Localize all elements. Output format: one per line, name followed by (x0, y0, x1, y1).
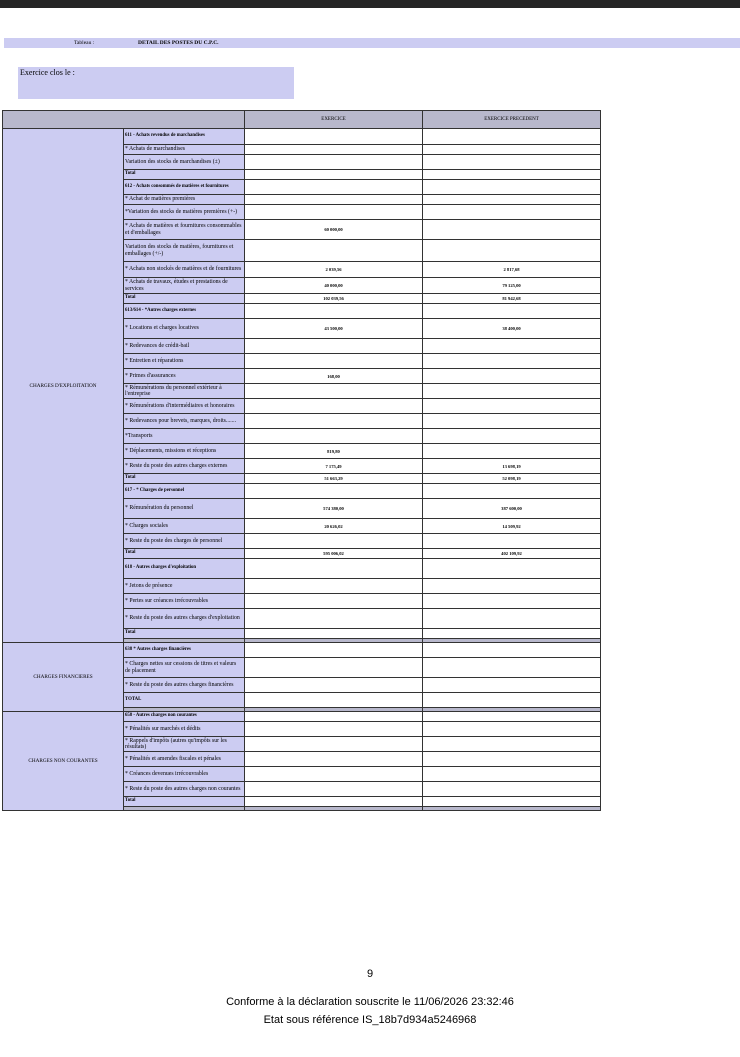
table-title-bar (4, 38, 740, 48)
row-label: 658 - Autres charges non courantes (124, 712, 245, 722)
value-exercice[interactable]: 102 039,56 (245, 294, 423, 304)
col-precedent: EXERCICE PRECEDENT (423, 111, 601, 129)
value-exercice[interactable] (245, 594, 423, 609)
row-label: * Entretien et réparations (124, 354, 245, 369)
value-exercice[interactable] (245, 678, 423, 693)
value-exercice[interactable] (245, 180, 423, 195)
value-precedent[interactable] (423, 155, 601, 170)
row-label: Total (124, 797, 245, 807)
value-exercice[interactable]: 40 000,00 (245, 278, 423, 294)
value-precedent[interactable] (423, 559, 601, 579)
row-label: * Pénalités et amendes fiscales et pénales (124, 752, 245, 767)
row-label: * Pénalités sur marchés et dédits (124, 722, 245, 737)
row-label: Total (124, 294, 245, 304)
value-exercice[interactable] (245, 629, 423, 639)
row-label: * Rappels d'impôts (autres qu'impôts sur les résultats) (124, 737, 245, 752)
value-exercice[interactable]: 51 663,29 (245, 474, 423, 484)
row-label: * Pertes sur créances irrécouvrables (124, 594, 245, 609)
row-label: * Rémunération du personnel (124, 499, 245, 519)
table-title: DETAIL DES POSTES DU C.P.C. (138, 40, 219, 46)
value-exercice[interactable]: 43 500,00 (245, 319, 423, 339)
value-exercice[interactable] (245, 534, 423, 549)
value-exercice[interactable]: 20 626,02 (245, 519, 423, 534)
value-exercice[interactable] (245, 782, 423, 797)
row-label: Variation des stocks de matières, fournitures et emballages (+/-) (124, 240, 245, 262)
header-blank (3, 111, 245, 129)
value-precedent[interactable] (423, 180, 601, 195)
page-number: 9 (366, 968, 374, 980)
value-exercice[interactable] (245, 752, 423, 767)
value-exercice[interactable] (245, 579, 423, 594)
row-label: * Charges nettes sur cessions de titres et valeurs de placement (124, 658, 245, 678)
row-label: * Reste du poste des autres charges financières (124, 678, 245, 693)
value-exercice[interactable] (245, 712, 423, 722)
value-exercice[interactable] (245, 658, 423, 678)
value-precedent[interactable] (423, 678, 601, 693)
value-exercice[interactable] (245, 170, 423, 180)
section-financieres: CHARGES FINANCIERES (3, 643, 124, 712)
value-precedent[interactable]: 38 400,00 (423, 319, 601, 339)
value-exercice[interactable] (245, 693, 423, 708)
value-precedent[interactable] (423, 339, 601, 354)
value-precedent[interactable] (423, 240, 601, 262)
row-label: Total (124, 170, 245, 180)
value-exercice[interactable] (245, 429, 423, 444)
value-precedent[interactable]: 79 125,00 (423, 278, 601, 294)
spacer-cell (423, 807, 601, 811)
row-label: Variation des stocks de marchandises (±) (124, 155, 245, 170)
value-precedent[interactable] (423, 444, 601, 459)
row-label: 611 - Achats revendus de marchandises (124, 129, 245, 145)
row-label: * Redevances pour brevets, marques, droits....... (124, 414, 245, 429)
value-precedent[interactable] (423, 643, 601, 658)
row-label: * Rémunérations du personnel extérieur à l'entreprise (124, 384, 245, 399)
row-label: * Reste du poste des autres charges d'exploitation (124, 609, 245, 629)
value-precedent[interactable] (423, 304, 601, 319)
row-label: *Variation des stocks de matières premières (+-) (124, 205, 245, 220)
value-exercice[interactable] (245, 643, 423, 658)
value-exercice[interactable] (245, 559, 423, 579)
value-precedent[interactable] (423, 594, 601, 609)
row-label: * Achats non stockés de matières et de fournitures (124, 262, 245, 278)
row-label: 612 - Achats consommés de matières et fournitures (124, 180, 245, 195)
value-exercice[interactable] (245, 304, 423, 319)
value-exercice[interactable] (245, 414, 423, 429)
value-exercice[interactable] (245, 205, 423, 220)
value-exercice[interactable] (245, 145, 423, 155)
value-exercice[interactable] (245, 354, 423, 369)
row-label: TOTAL (124, 693, 245, 708)
value-precedent[interactable] (423, 767, 601, 782)
row-label: *Transports (124, 429, 245, 444)
row-label: 613/614 - *Autres charges externes (124, 304, 245, 319)
value-precedent[interactable] (423, 712, 601, 722)
value-precedent[interactable] (423, 414, 601, 429)
value-precedent[interactable] (423, 782, 601, 797)
value-exercice[interactable] (245, 240, 423, 262)
value-precedent[interactable] (423, 534, 601, 549)
section-exploitation: CHARGES D'EXPLOITATION (3, 129, 124, 643)
value-precedent[interactable] (423, 205, 601, 220)
row-label: * Charges sociales (124, 519, 245, 534)
value-precedent[interactable] (423, 145, 601, 155)
row-label: * Déplacements, missions et réceptions (124, 444, 245, 459)
value-precedent[interactable] (423, 170, 601, 180)
value-precedent[interactable] (423, 484, 601, 499)
value-precedent[interactable]: 2 817,68 (423, 262, 601, 278)
value-exercice[interactable]: 60 000,00 (245, 220, 423, 240)
value-precedent[interactable]: 14 509,92 (423, 519, 601, 534)
table-row (3, 129, 601, 145)
value-precedent[interactable]: 402 109,92 (423, 549, 601, 559)
value-exercice[interactable] (245, 484, 423, 499)
row-label: * Primes d'assurances (124, 369, 245, 384)
value-precedent[interactable] (423, 722, 601, 737)
value-precedent[interactable] (423, 693, 601, 708)
value-exercice[interactable] (245, 384, 423, 399)
row-label: * Jetons de présence (124, 579, 245, 594)
section-non_courantes: CHARGES NON COURANTES (3, 712, 124, 811)
value-exercice[interactable]: 595 006,02 (245, 549, 423, 559)
value-exercice[interactable] (245, 399, 423, 414)
value-exercice[interactable]: 2 039,56 (245, 262, 423, 278)
value-precedent[interactable] (423, 579, 601, 594)
col-exercice: EXERCICE (245, 111, 423, 129)
row-label: 638 * Autres charges financières (124, 643, 245, 658)
value-exercice[interactable] (245, 129, 423, 145)
row-label: * Achats de marchandises (124, 145, 245, 155)
value-exercice[interactable] (245, 797, 423, 807)
spacer-cell (245, 807, 423, 811)
value-exercice[interactable] (245, 722, 423, 737)
table-row (3, 643, 601, 658)
row-label: * Rémunérations d'intermédiaires et honoraires (124, 399, 245, 414)
value-precedent[interactable] (423, 399, 601, 414)
value-precedent[interactable]: 81 942,68 (423, 294, 601, 304)
value-exercice[interactable] (245, 767, 423, 782)
row-label: Total (124, 549, 245, 559)
row-label: * Locations et charges locatives (124, 319, 245, 339)
table-label: Tableau : (74, 40, 95, 46)
exercice-box (18, 67, 294, 99)
value-exercice[interactable]: 819,80 (245, 444, 423, 459)
footer-reference: Etat sous référence IS_18b7d934a5246968 (263, 1014, 477, 1026)
value-precedent[interactable]: 13 698,19 (423, 459, 601, 474)
value-precedent[interactable] (423, 629, 601, 639)
row-label: * Achat de matières premières (124, 195, 245, 205)
row-label: 618 - Autres charges d'exploitation (124, 559, 245, 579)
exercice-label: Exercice clos le : (20, 68, 75, 77)
value-exercice[interactable] (245, 195, 423, 205)
value-precedent[interactable] (423, 429, 601, 444)
value-precedent[interactable] (423, 752, 601, 767)
row-label: * Achats de matières et fournitures consommables et d'emballages (124, 220, 245, 240)
value-exercice[interactable]: 168,00 (245, 369, 423, 384)
row-label: * Achats de travaux, études et prestations de services (124, 278, 245, 294)
row-label: Total (124, 629, 245, 639)
value-precedent[interactable] (423, 737, 601, 752)
row-label: 617 - * Charges de personnel (124, 484, 245, 499)
value-exercice[interactable] (245, 609, 423, 629)
value-precedent[interactable]: 52 098,19 (423, 474, 601, 484)
cpc-detail-table (2, 110, 601, 811)
row-label: * Reste du poste des autres charges non courantes (124, 782, 245, 797)
table-row (3, 712, 601, 722)
value-precedent[interactable]: 387 600,00 (423, 499, 601, 519)
row-label: * Reste du poste des autres charges externes (124, 459, 245, 474)
row-label: * Reste du poste des charges de personnel (124, 534, 245, 549)
spacer-cell (124, 807, 245, 811)
value-precedent[interactable] (423, 354, 601, 369)
value-exercice[interactable] (245, 339, 423, 354)
value-precedent[interactable] (423, 658, 601, 678)
value-precedent[interactable] (423, 369, 601, 384)
row-label: * Redevances de crédit-bail (124, 339, 245, 354)
value-precedent[interactable] (423, 384, 601, 399)
row-label: Total (124, 474, 245, 484)
value-precedent[interactable] (423, 129, 601, 145)
value-precedent[interactable] (423, 220, 601, 240)
value-exercice[interactable]: 7 175,49 (245, 459, 423, 474)
top-bar (0, 0, 740, 8)
value-exercice[interactable]: 574 380,00 (245, 499, 423, 519)
value-exercice[interactable] (245, 737, 423, 752)
value-exercice[interactable] (245, 155, 423, 170)
value-precedent[interactable] (423, 797, 601, 807)
row-label: * Créances devenues irrécouvrables (124, 767, 245, 782)
value-precedent[interactable] (423, 195, 601, 205)
value-precedent[interactable] (423, 609, 601, 629)
footer-conformity: Conforme à la déclaration souscrite le 11/06/2026 23:32:46 (226, 996, 514, 1008)
